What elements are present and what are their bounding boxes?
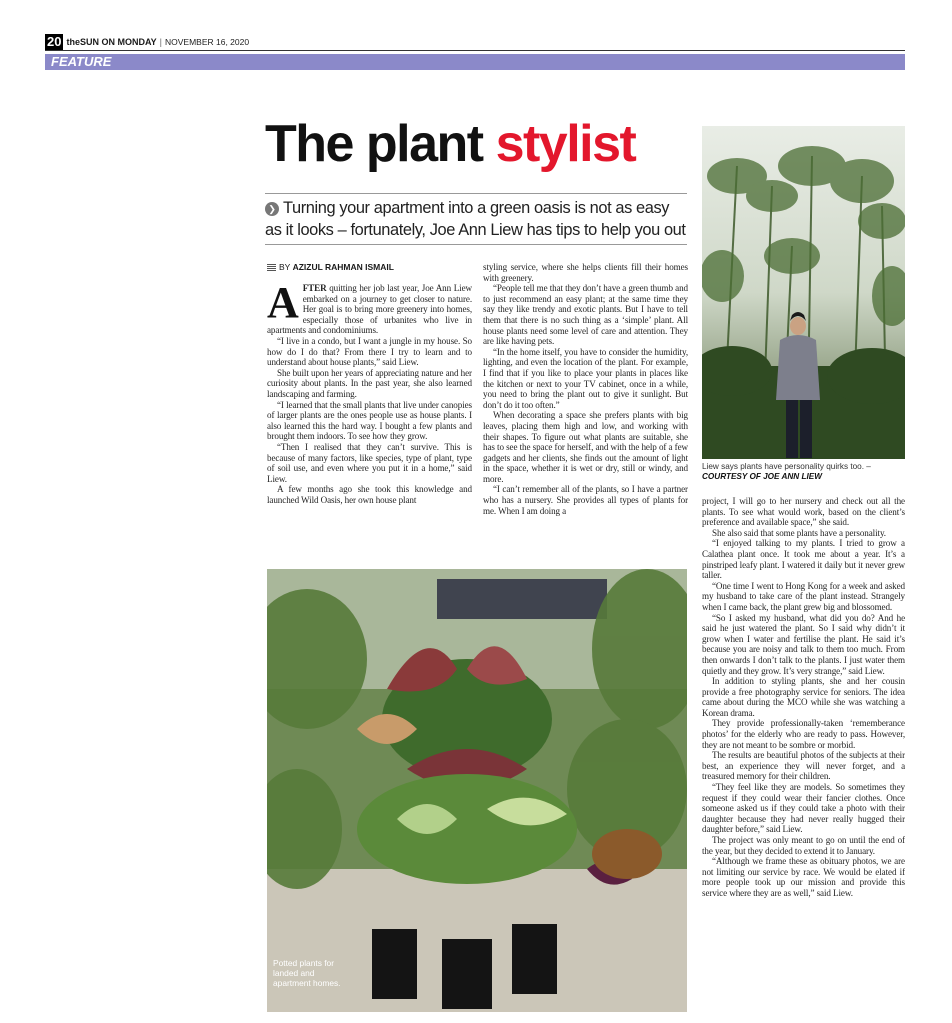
headline-part2: stylist xyxy=(495,115,636,173)
standfirst xyxy=(265,197,689,241)
portrait-photo-image xyxy=(702,126,905,459)
portrait-caption xyxy=(702,462,907,482)
lead-paragraph xyxy=(267,283,472,336)
paragraph: “I enjoyed talking to my plants. I tried to grow a Calathea plant once. It took me about a year. It’s a pinstriped leafy plant. I watered it daily but it never grew taller. xyxy=(702,538,905,581)
paragraph: “They feel like they are models. So sometimes they request if they could wear their fancier clothes. Once someone asked us if they could take a photo with their daughter because they had never really hugged their daughter before,” said Liew. xyxy=(702,782,905,835)
paragraph: project, I will go to her nursery and check out all the plants. To see what would work, based on the client’s preference and available space,” she said. xyxy=(702,496,905,528)
section-label: FEATURE xyxy=(51,54,112,69)
section-bar xyxy=(45,54,905,70)
paragraph: The results are beautiful photos of the subjects at their best, an experience they will never forget, and a treasured memory for their children. xyxy=(702,750,905,782)
byline-icon xyxy=(267,263,276,271)
masthead xyxy=(45,34,905,50)
photo-credit: COURTESY OF JOE ANN LIEW xyxy=(702,472,822,481)
paragraph: “So I asked my husband, what did you do? And he said he just watered the plant. So I said why didn’t it grow when I water and fertilise the plant. He said it’s because you are noisy and talk to them too much. From then onwards I don’t talk to the plants. I just water them quietly and they grow. It’s very strange,” said Liew. xyxy=(702,612,905,676)
paragraph-text: quitting her job last year, Joe Ann Liew embarked on a journey to get closer to nature. Her goal is to bring more greenery into homes, especially those of urbanites who live in apartments and condominiums. xyxy=(267,283,472,336)
paragraph: In addition to styling plants, she and her cousin provide a free photography service for seniors. The idea came about during the MCO while she was watching a Korean drama. xyxy=(702,676,905,718)
paragraph: “I learned that the small plants that live under canopies of larger plants are the ones people use as house plants. I also learned this the hard way. I bought a few plants and brought them indoors. To see how they grow. xyxy=(267,399,472,442)
paragraph: She also said that some plants have a personality. xyxy=(712,527,886,538)
paragraph: “Then I realised that they can’t survive. This is because of many factors, like species, type of plant, type of soil use, and even where you put it in a home,” said Liew. xyxy=(267,441,472,484)
plants-photo xyxy=(267,569,687,1012)
paragraph: “I live in a condo, but I want a jungle in my house. So how do I do that? From there I try to learn and to understand about house plants,” said Liew. xyxy=(267,335,472,368)
plants-photo-image xyxy=(267,569,687,1012)
article-column-3 xyxy=(702,496,905,1018)
paragraph: “People tell me that they don’t have a green thumb and to just recommend an easy plant; at the same time they say they like trendy and exotic plants. But I have to tell them that there is no such thing as a ‘simple’ plant. All house plants need some level of care and attention. They are like having pets. xyxy=(483,283,688,347)
byline xyxy=(267,262,477,272)
drop-cap: A xyxy=(267,283,299,327)
paragraph: “Although we frame these as obituary photos, we are not limiting our service by race. We would be elated if more people took up our mission and provide this service where they are as well,” said Liew. xyxy=(702,856,905,898)
lead-words: FTER xyxy=(302,283,327,293)
deck-rule-top xyxy=(265,193,687,194)
headline-part1: The plant xyxy=(265,115,483,173)
separator: | xyxy=(159,37,162,47)
paragraph: She built upon her years of appreciating nature and her curiosity about plants. In the past year, she also learned landscaping and farming. xyxy=(267,367,472,399)
paragraph: “I can’t remember all of the plants, so I have a partner who has a nursery. She provides all types of plants for me. When I am doing a xyxy=(483,484,688,516)
paragraph: styling service, where she helps clients fill their homes with greenery. xyxy=(483,262,688,283)
paragraph: They provide professionally-taken ‘rememberance photos’ for the elderly who are ready to pass. However, they are not meant to be sombre or morbid. xyxy=(702,718,905,750)
byline-prefix: BY xyxy=(279,262,291,272)
publication-name: theSUN ON MONDAY xyxy=(66,37,157,47)
publication-date: NOVEMBER 16, 2020 xyxy=(165,37,250,47)
page-number: 20 xyxy=(47,34,62,49)
deck-rule-bottom xyxy=(265,244,687,245)
standfirst-text: Turning your apartment into a green oasis is not as easy as it looks – fortunately, Joe Ann Liew has tips to help you out xyxy=(265,199,686,239)
byline-author: AZIZUL RAHMAN ISMAIL xyxy=(292,262,394,272)
article-column-2 xyxy=(483,262,688,564)
paragraph: When decorating a space she prefers plants with big leaves, placing them high and low, and working with their shapes. To figure out what plants are suitable, she has to see the space for herself, and with the help of a few gadgets and her clients, she finds out the amount of light in the space, whether it is wet or dry, still or windy, and more. xyxy=(483,410,688,484)
plants-caption: Potted plants for landed and apartment homes. xyxy=(273,958,341,988)
paragraph: “One time I went to Hong Kong for a week and asked my husband to take care of the plant instead. Strangely when I came back, the plant grew big and blossomed. xyxy=(702,580,905,612)
portrait-photo xyxy=(702,126,905,459)
paragraph: The project was only meant to go on until the end of the year, but they decided to extend it to January. xyxy=(702,835,905,856)
portrait-caption-text: Liew says plants have personality quirks too. – xyxy=(702,462,871,471)
article-column-1 xyxy=(267,283,472,563)
chevron-right-icon: ❯ xyxy=(265,202,279,216)
headline xyxy=(265,112,705,176)
paragraph: A few months ago she took this knowledge and launched Wild Oasis, her own house plant xyxy=(267,484,472,505)
paragraph: “In the home itself, you have to consider the humidity, lighting, and even the location of the plant. For example, I find that if you like to place your plants in places like the kitchen or next to your TV cabinet, once in a while, you need to bring the plant out to give it sunlight. But don’t do it too often.” xyxy=(483,346,688,410)
header-rule xyxy=(45,50,905,51)
